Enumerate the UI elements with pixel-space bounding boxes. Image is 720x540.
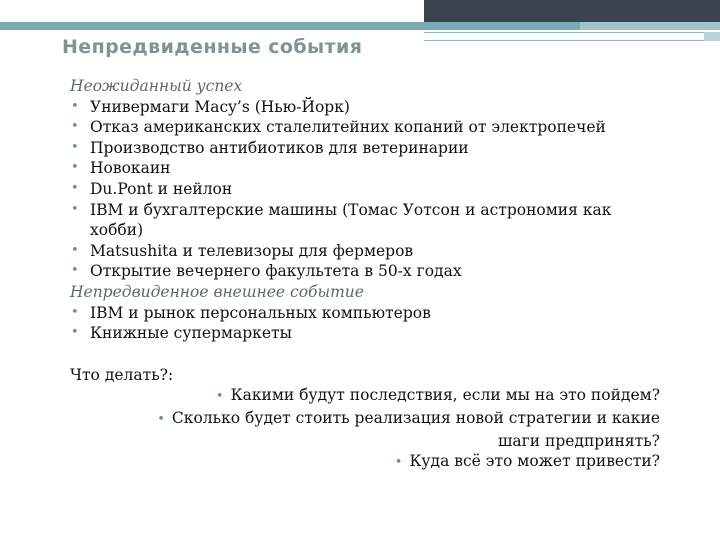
bullet-icon: • [394, 455, 403, 471]
list-item-text: Книжные супермаркеты [90, 324, 292, 343]
spacer [70, 344, 660, 365]
slide-body [70, 76, 660, 474]
list-item [70, 179, 660, 200]
list-item [70, 200, 660, 241]
list-item [70, 303, 660, 324]
slide-title: Непредвиденные события [62, 36, 363, 58]
list-item-text: IBM и рынок персональных компьютеров [90, 303, 431, 322]
list-item [70, 158, 660, 179]
bullet-icon: • [71, 263, 79, 279]
section-heading-external-event: Непредвиденное внешнее событие [70, 282, 364, 301]
questions-list [70, 385, 660, 473]
question-text: Куда всё это может привести? [409, 452, 660, 471]
corner-accent-block [704, 32, 720, 41]
list-item [70, 138, 660, 159]
bullet-icon: • [71, 201, 79, 217]
list-item [70, 97, 660, 118]
list-item-text: IBM и бухгалтерские машины (Томас Уотсон и астрономия как хобби) [90, 200, 612, 240]
bullet-icon: • [71, 180, 79, 196]
unexpected-success-list [70, 97, 660, 282]
top-bar-teal-accent [580, 22, 720, 30]
question-text: Сколько будет стоить реализация новой стратегии и какие шаги предпринять? [171, 408, 660, 450]
title-rule-top [424, 32, 704, 33]
title-rule-bottom [424, 40, 704, 41]
question-item [70, 385, 660, 408]
list-item-text: Универмаги Macy’s (Нью-Йорк) [90, 97, 350, 116]
list-item-text: Matsushita и телевизоры для фермеров [90, 241, 414, 260]
list-item-text: Новокаин [90, 159, 171, 178]
question-item [70, 408, 660, 451]
list-item-text: Отказ американских сталелитейних копаний от электропечей [90, 118, 606, 137]
list-item-text: Du.Pont и нейлон [90, 179, 233, 198]
list-item [70, 323, 660, 344]
bullet-icon: • [71, 119, 79, 135]
question-text: Какими будут последствия, если мы на это пойдем? [230, 386, 660, 405]
list-item-text: Производство антибиотиков для ветеринарии [90, 138, 469, 157]
bullet-icon: • [157, 411, 165, 427]
what-to-do-heading: Что делать?: [70, 365, 174, 384]
list-item [70, 241, 660, 262]
external-event-list [70, 303, 660, 344]
bullet-icon: • [71, 242, 79, 258]
question-item [70, 451, 660, 474]
top-decoration-bar [0, 0, 720, 32]
bullet-icon: • [215, 389, 224, 405]
top-bar-light-segment [0, 0, 424, 22]
list-item-text: Открытие вечернего факультета в 50-х годах [90, 262, 462, 281]
top-bar-dark-segment [424, 0, 720, 22]
list-item [70, 117, 660, 138]
bullet-icon: • [71, 98, 79, 114]
section-heading-unexpected-success: Неожиданный успех [70, 77, 243, 95]
list-item [70, 261, 660, 282]
bullet-icon: • [71, 325, 79, 341]
bullet-icon: • [71, 304, 79, 320]
bullet-icon: • [71, 160, 79, 176]
bullet-icon: • [71, 139, 79, 155]
